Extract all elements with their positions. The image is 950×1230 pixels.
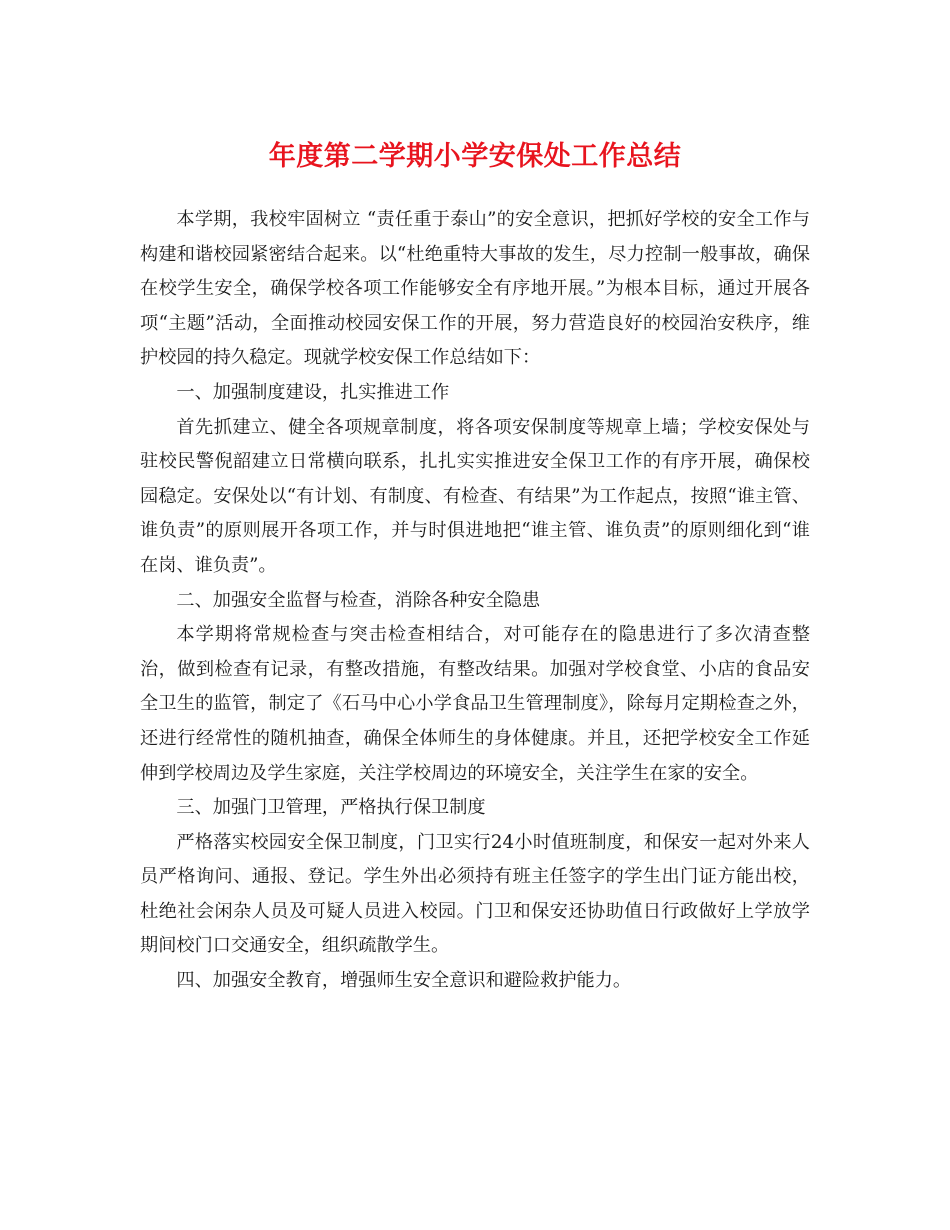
section-2-paragraph: 本学期将常规检查与突击检查相结合，对可能存在的隐患进行了多次清查整治，做到检查有记录，有整改措施，有整改结果。加强对学校食堂、小店的食品安全卫生的监管，制定了《石马中心小学食品卫生管理制度》，除每月定期检查之外，还进行经常性的随机抽查，确保全体师生的身体健康。并且，还把学校安全工作延伸到学校周边及学生家庭，关注学校周边的环境安全，关注学生在家的安全。 — [140, 624, 810, 784]
section-1-heading: 一、加强制度建设，扎实推进工作 — [176, 381, 450, 403]
section-2-heading: 二、加强安全监督与检查，消除各种安全隐患 — [176, 589, 541, 611]
section-1-paragraph: 首先抓建立、健全各项规章制度，将各项安保制度等规章上墙；学校安保处与驻校民警倪韶建立日常横向联系，扎扎实实推进安全保卫工作的有序开展，确保校园稳定。安保处以“有计划、有制度、有检查、有结果”为工作起点，按照“谁主管、谁负责”的原则展开各项工作，并与时俱进地把“谁主管、谁负责”的原则细化到“谁在岗、谁负责”。 — [140, 416, 810, 576]
intro-paragraph: 本学期，我校牢固树立 “责任重于泰山”的安全意识，把抓好学校的安全工作与构建和谐校园紧密结合起来。以“杜绝重特大事故的发生，尽力控制一般事故，确保在校学生安全，确保学校各项工作能够安全有序地开展。”为根本目标，通过开展各项“主题”活动，全面推动校园安保工作的开展，努力营造良好的校园治安秩序，维护校园的持久稳定。现就学校安保工作总结如下： — [140, 209, 810, 369]
section-3-heading: 三、加强门卫管理，严格执行保卫制度 — [176, 797, 486, 819]
document-title: 年度第二学期小学安保处工作总结 — [268, 141, 682, 172]
section-4-heading: 四、加强安全教育，增强师生安全意识和避险救护能力。 — [176, 970, 632, 992]
document-body — [140, 203, 810, 999]
section-3-paragraph: 严格落实校园安全保卫制度，门卫实行24小时值班制度，和保安一起对外来人员严格询问、通报、登记。学生外出必须持有班主任签字的学生出门证方能出校，杜绝社会闲杂人员及可疑人员进入校园。门卫和保安还协助值日行政做好上学放学期间校门口交通安全，组织疏散学生。 — [140, 831, 810, 957]
